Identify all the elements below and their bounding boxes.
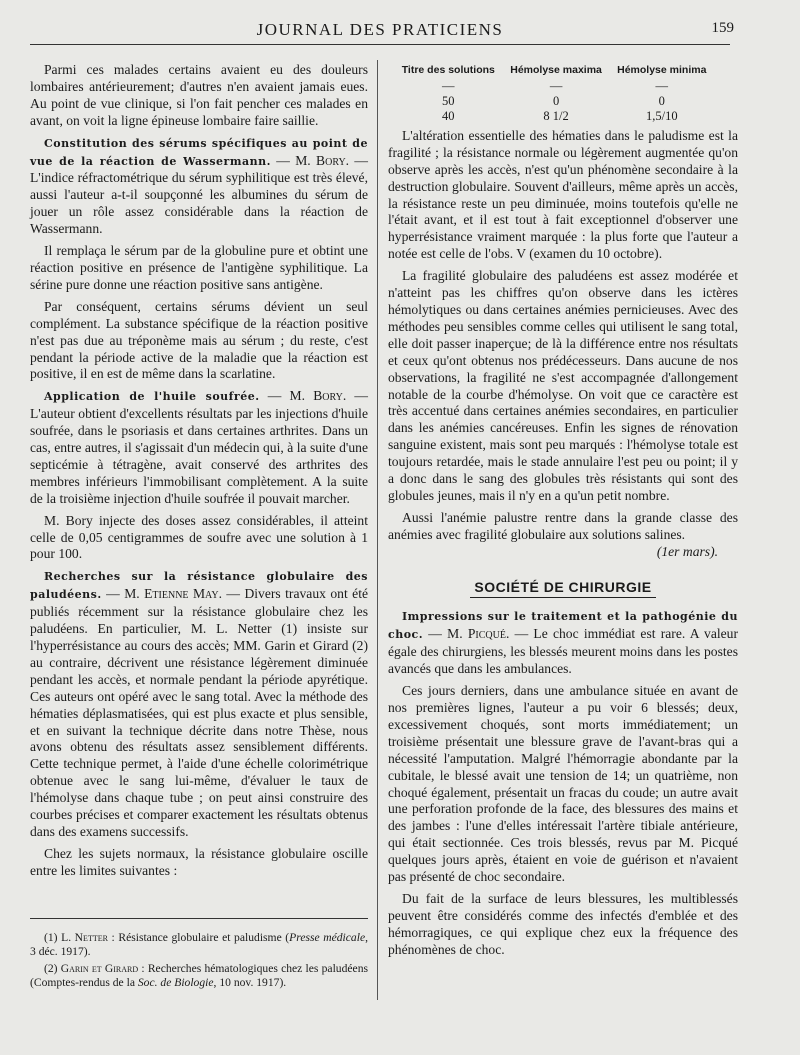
table-dash: —: [442, 78, 455, 93]
footnote-text: : Résistance globulaire et paludisme (: [107, 931, 290, 944]
paragraph: Aussi l'anémie palustre rentre dans la grande classe des anémies avec fragilité globulaire aux solutions salines.: [388, 509, 738, 542]
footnotes: [30, 918, 368, 993]
paragraph: Chez les sujets normaux, la résistance globulaire oscille entre les limites suivantes :: [30, 845, 368, 878]
footnote-number: (1): [44, 931, 62, 944]
dash: — M.: [101, 586, 145, 602]
footnote-1: [30, 931, 368, 959]
table-cell: 40: [442, 108, 455, 123]
section-choc: [388, 608, 738, 678]
paragraph-text: . — L'indice réfractométrique du sérum syphilitique est très élevé, aussi l'auteur a-t-il soupçonné les albumines du sérum de jouer un rôle assez considérable dans la réaction de Wassermann.: [30, 152, 369, 237]
table-cell: 0: [658, 93, 665, 108]
author-name: Bory: [316, 152, 346, 168]
paragraph: Par conséquent, certains sérums dévient un seul complément. La substance spécifique de la réaction positive n'est pas due au tréponème mais au sérum ; du reste, c'est pendant la période active de la maladie que la réaction est positive, il en est de même dans la scarlatine.: [30, 298, 368, 382]
society-heading: [388, 579, 738, 599]
author-name: Bory: [313, 388, 343, 404]
footnote-journal: Presse médicale: [289, 931, 366, 944]
section-huile-soufree: [30, 388, 368, 507]
page-header: [30, 18, 734, 45]
paragraph: Du fait de la surface de leurs blessures, les multiblessés peuvent être considérés comme des infectés d'emblée et des hémorragiques, ce qui explique chez eux la fréquence des phénomènes de choc.: [388, 890, 738, 957]
dash: — M.: [423, 626, 468, 642]
table-row: [394, 109, 714, 124]
paragraph: M. Bory injecte des doses assez considérables, il atteint celle de 0,05 centigrammes de soufre avec une solution à 1 pour 100.: [30, 512, 368, 562]
dash: — M.: [259, 388, 314, 404]
column-divider: [377, 60, 378, 1000]
table-cell: 0: [552, 93, 560, 108]
table-header: Hémolyse maxima: [510, 64, 602, 76]
table-header-row: [394, 62, 714, 79]
table-header: Titre des solutions: [401, 64, 495, 76]
section-title: Application de l'huile soufrée.: [44, 390, 260, 404]
right-column: [388, 62, 738, 964]
journal-title: JOURNAL DES PRATICIENS: [256, 20, 504, 39]
table-dash-row: [394, 79, 714, 94]
left-column: [30, 62, 368, 885]
author-name: Etienne May: [144, 586, 219, 602]
table-cell: 8 1/2: [543, 108, 569, 123]
page-number: 159: [711, 20, 734, 36]
date-signature: (1er mars).: [656, 543, 718, 559]
footnote-author: L. Netter: [61, 931, 108, 944]
paragraph-text: . — Le choc immédiat est rare. A valeur égale des chirurgiens, les blessés meurent moins dans les postes avancés que dans les ambulances.: [388, 626, 738, 677]
society-title: SOCIÉTÉ DE CHIRURGIE: [470, 579, 655, 599]
paragraph: La fragilité globulaire des paludéens est assez modérée et n'atteint pas les chiffres qu'on observe dans les ictères hémolytiques ou dans certaines anémies pernicieuses. Avec des méthodes peu sensibles comme celles qui utilisent le sang total, elle doit passer inaperçue; de là la différence entre nos résultats et ceux qu'ont obtenus nos prédécesseurs. Dans aucune de nos observations, la fragilité ne s'est accompagnée d'allongement notable de la courbe d'hémolyse. On voit que ce caractère est très accentué dans certaines anémies secondaires, en particulier dans les anémies cancéreuses. Enfin les signes de rénovation sanguine existent, mais sont peu marqués : l'hémolyse totale est toujours retardée, mais le stade annulaire l'est peu ou point; il y a donc dans le sang des globules très résistants qui sont des globules jeunes, mais il n'y en a qu'un petit nombre.: [388, 268, 738, 503]
section-wassermann: [30, 135, 368, 238]
footnote-text: , 3 déc. 1917).: [30, 931, 368, 958]
paragraph: L'altération essentielle des hématies dans le paludisme est la fragilité ; la résistance normale ou légèrement augmentée qu'on observe après les accès, n'est qu'un phénomène secondaire à la destruction globulaire. Souvent d'ailleurs, même après un accès, la résistance reste un peu diminuée, moins toutefois qu'elle ne l'était avant, et il est tout à fait exceptionnel d'observer une hyperrésistance vraiment marquée : la plus forte que l'auteur a notée est celle de l'obs. V (examen du 10 octobre).: [388, 127, 738, 262]
footnote-author: Garin et Girard: [60, 962, 139, 975]
intro-paragraph: Parmi ces malades certains avaient eu des douleurs lombaires antérieurement; d'autres n'en avaient jamais eues. Au point de vue clinique, si l'on fait pencher ces malades en avant, on voit la ligne épineuse lombaire faire saillie.: [30, 62, 368, 128]
paragraph: Ces jours derniers, dans une ambulance située en avant de nos premières lignes, l'auteur a pu voir 6 blessés; deux, excessivement choqués, sont morts immédiatement; un troisième présentait une blessure grave de l'avant-bras qui a nécessité l'amputation. Malgré l'hémorragie abondante par la cubitale, le blessé avait une tension de 14; un quatrième, non choqué également, présentait un fracas du coude; un autre avait une perforation profonde de la face, des blessures des mains et des jambes : l'une d'elles intéressait l'artère tibiale antérieure, qui était sectionnée. Ces trois blessés, revus par M. Picqué quelques jours après, étaient en voie de guérison et n'avaient pas présenté de choc secondaire.: [388, 683, 738, 885]
section-title: Impressions sur le traitement et la pathogénie du choc.: [388, 610, 738, 642]
paragraph-text: . — L'auteur obtient d'excellents résultats par les injections d'huile soufrée, dans le psoriasis et dans certaines arthrites. Dans un cas, entre autres, il s'agissait d'un médecin qui, à la suite d'une septicémie à tétragène, avait conservé des arthrites des membres inférieurs l'immobilisant complètement. A la suite de la troisième injection d'huile soufrée il pouvait marcher.: [30, 388, 369, 506]
footnote-text: : Recherches hématologiques chez les paludéens (Comptes-rendus de la: [30, 962, 368, 989]
section-title: Recherches sur la résistance globulaire des paludéens.: [30, 570, 368, 602]
table-header: Hémolyse minima: [617, 64, 707, 76]
footnote-number: (2): [44, 962, 61, 975]
section-title: Constitution des sérums spécifiques au point de vue de la réaction de Wassermann.: [30, 136, 368, 168]
table-dash: —: [655, 78, 669, 93]
table-cell: 50: [442, 93, 455, 108]
section-resistance-globulaire: [30, 568, 368, 841]
paragraph: Il remplaça le sérum par de la globuline pure et obtint une réaction positive en présence de l'antigène syphilitique. La sérine pure donne une réaction positive sans antigène.: [30, 243, 368, 292]
table-cell: 1,5/10: [645, 108, 678, 123]
dash: — M.: [270, 152, 317, 168]
hemolysis-table: [394, 62, 714, 124]
footnote-text: , 10 nov. 1917).: [213, 976, 287, 989]
footnote-2: [30, 962, 368, 990]
table-dash: —: [549, 78, 563, 93]
author-name: Picqué: [467, 626, 506, 642]
footnote-journal: Soc. de Biologie: [137, 976, 214, 989]
table-row: [394, 94, 714, 109]
paragraph-text: . — Divers travaux ont été publiés récemment sur la résistance globulaire chez les paludéens. En particulier, M. L. Netter (1) insiste sur l'hyperrésistance au cours des accès; MM. Garin et Girard (2) au contraire, décrivent une résistance légèrement diminuée pendant les accès, et normale pendant la période apyrétique. Ces auteurs ont opéré avec le sang total. Avec la méthode des hématies déplasmatisées, qui est plus exacte et plus sensible, et en suivant la technique décrite dans notre Thèse, nous avons obtenu des résultats assez sensiblement différents. Cette technique permet, à l'aide d'une échelle colorimétrique obtenue avec le sang lui-même, d'évaluer le taux de l'hémolyse dans chaque tube ; on peut ainsi construire des courbes précises et comparer exactement les résultats obtenus dans des examens successifs.: [30, 586, 369, 839]
